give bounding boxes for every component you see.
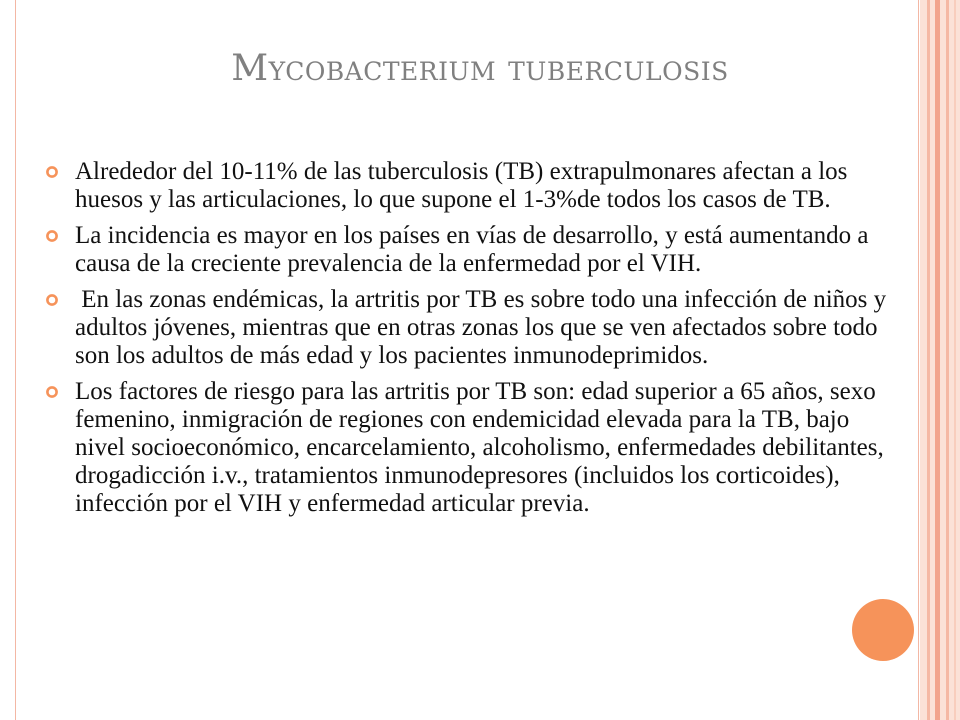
bullet-text: La incidencia es mayor en los países en vías de desarrollo, y está aumentando a causa de la creciente prevalencia de la enfermedad por el VIH. — [75, 222, 869, 277]
bullet-text: Alrededor del 10-11% de las tuberculosis (TB) extrapulmonares afectan a los huesos y las articulaciones, lo que supone el 1-3%de todos los casos de TB. — [75, 158, 848, 213]
decorative-stripe — [935, 0, 940, 720]
decorative-stripe — [954, 0, 956, 720]
ring-bullet-icon — [45, 165, 59, 179]
bullet-item — [44, 158, 904, 214]
ring-bullet-icon — [45, 293, 59, 307]
ring-bullet-icon — [45, 229, 59, 243]
ring-bullet-icon — [45, 385, 59, 399]
bullet-list — [44, 158, 904, 526]
slide-title: Mycobacterium tuberculosis — [231, 48, 729, 89]
bullet-item — [44, 378, 904, 518]
decorative-stripe — [946, 0, 949, 720]
decorative-stripe — [927, 0, 930, 720]
bullet-item — [44, 222, 904, 278]
bullet-text: En las zonas endémicas, la artritis por TB es sobre todo una infección de niños y adultos jóvenes, mientras que en otras zonas los que se ven afectados sobre todo son los adultos de más edad y los pacientes inmunodeprimidos. — [75, 286, 893, 369]
bullet-text: Los factores de riesgo para las artritis por TB son: edad superior a 65 años, sexo femenino, inmigración de regiones con endemicidad elevada para la TB, bajo nivel socioeconómico, encarcelamiento, alcoholismo, enfermedades debilitantes, drogadicción i.v., tratamientos inmunodepresores (incluidos los corticoides), infección por el VIH y enfermedad articular previa. — [75, 378, 884, 517]
orange-circle-decoration — [852, 599, 914, 661]
bullet-item — [44, 286, 904, 370]
